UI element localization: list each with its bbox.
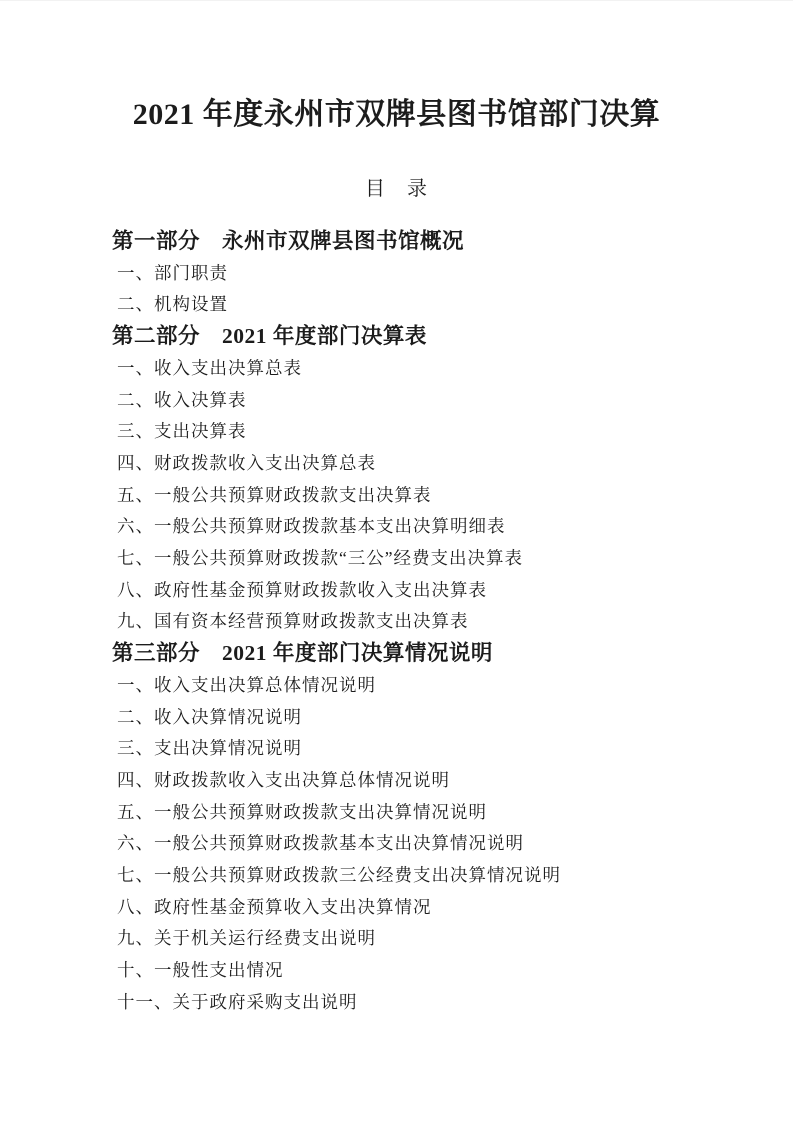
toc-item: 八、政府性基金预算收入支出决算情况	[117, 896, 432, 917]
toc-item: 四、财政拨款收入支出决算总表	[117, 452, 376, 473]
toc-item: 六、一般公共预算财政拨款基本支出决算情况说明	[117, 833, 524, 854]
toc-item: 六、一般公共预算财政拨款基本支出决算明细表	[117, 516, 506, 537]
section-heading-part1: 第一部分 永州市双牌县图书馆概况	[112, 229, 465, 253]
toc-item: 二、收入决算表	[117, 389, 247, 410]
toc-item: 一、部门职责	[117, 262, 228, 283]
toc-item: 五、一般公共预算财政拨款支出决算表	[117, 484, 432, 505]
table-of-contents	[0, 226, 793, 1019]
toc-item: 八、政府性基金预算财政拨款收入支出决算表	[117, 579, 487, 600]
toc-item: 九、国有资本经营预算财政拨款支出决算表	[117, 611, 469, 632]
toc-item: 二、机构设置	[117, 294, 228, 315]
section-heading-part2: 第二部分 2021 年度部门决算表	[112, 324, 427, 349]
toc-item: 一、收入支出决算总体情况说明	[117, 674, 376, 695]
document-title: 2021 年度永州市双牌县图书馆部门决算	[132, 98, 661, 131]
section-heading-part3: 第三部分 2021 年度部门决算情况说明	[112, 641, 493, 666]
toc-item: 十、一般性支出情况	[117, 960, 284, 981]
toc-item: 九、关于机关运行经费支出说明	[117, 928, 376, 949]
toc-heading: 目 录	[365, 178, 428, 200]
toc-item: 十一、关于政府采购支出说明	[117, 991, 358, 1012]
toc-item: 三、支出决算情况说明	[117, 738, 302, 759]
toc-item: 七、一般公共预算财政拨款“三公”经费支出决算表	[117, 548, 524, 569]
toc-item: 七、一般公共预算财政拨款三公经费支出决算情况说明	[117, 865, 561, 886]
toc-item: 五、一般公共预算财政拨款支出决算情况说明	[117, 801, 487, 822]
toc-item: 四、财政拨款收入支出决算总体情况说明	[117, 769, 450, 790]
toc-item: 二、收入决算情况说明	[117, 706, 302, 727]
toc-item: 三、支出决算表	[117, 421, 247, 442]
toc-item: 一、收入支出决算总表	[117, 357, 302, 378]
